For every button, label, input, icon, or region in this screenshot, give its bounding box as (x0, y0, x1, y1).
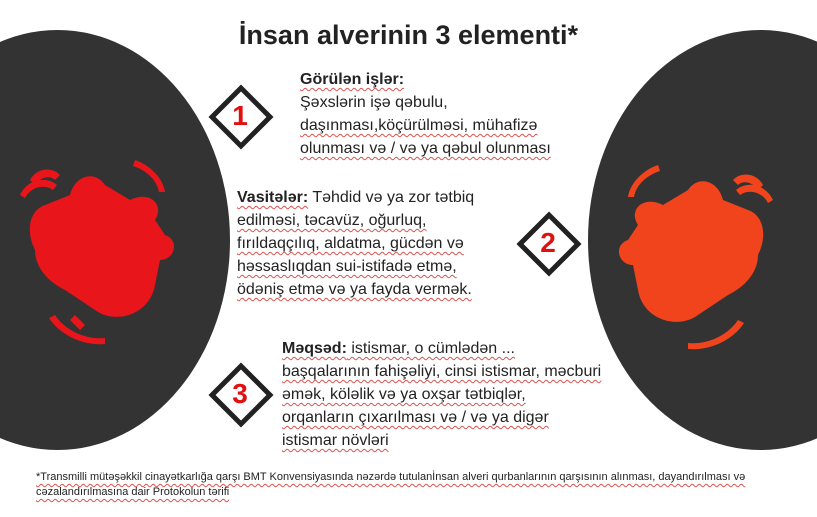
element-heading: Görülən işlər: (300, 71, 405, 88)
element-line: istismar növləri (282, 432, 389, 449)
element-line: edilməsi, təcavüz, oğurluq, (237, 212, 427, 229)
element-line: daşınması,köçürülməsi, mühafizə (300, 117, 538, 134)
element-line: həssaslıqdan sui-istifadə etmə, (237, 258, 457, 275)
element-line: Təhdid və ya zor tətbiq (308, 189, 475, 206)
element-means (237, 186, 512, 301)
element-purpose (282, 337, 627, 452)
number-badge-1 (210, 86, 270, 146)
element-heading: Məqsəd: (282, 340, 347, 357)
badge-number: 2 (540, 227, 556, 258)
element-line: fırıldaqçılıq, aldatma, gücdən və (237, 235, 464, 252)
badge-number: 1 (232, 100, 248, 131)
left-dark-circle (0, 30, 230, 450)
footnote: *Transmilli mütəşəkkil cinayətkarlığa qarşı BMT Konvensiyasında nəzərdə tutulanİnsan alveri qurbanlarının qarşısının alınması, dayandırılması və cəzalandırılmasına dair Protokolun tərifi (36, 471, 746, 498)
waving-hand-icon (608, 155, 778, 355)
element-line: başqalarının fahişəliyi, cinsi istismar, məcburi (282, 363, 602, 380)
badge-number: 3 (232, 378, 248, 409)
element-line: orqanların çıxarılması və / və ya digər (282, 409, 549, 426)
element-heading: Vasitələr: (237, 189, 309, 206)
number-badge-3 (210, 364, 270, 424)
number-badge-2 (518, 213, 578, 273)
element-line: ödəniş etmə və ya fayda vermək. (237, 281, 472, 298)
element-line: əmək, köləlik və ya oxşar tətbiqlər, (282, 386, 526, 403)
element-acts (300, 68, 600, 160)
element-line: istismar, o cümlədən ... (346, 340, 515, 357)
element-line: olunması və / və ya qəbul olunması (300, 140, 551, 157)
waving-hand-icon (15, 150, 185, 350)
page-title: İnsan alverinin 3 elementi* (238, 20, 579, 50)
element-line: Şəxslərin işə qəbulu, (300, 94, 448, 111)
